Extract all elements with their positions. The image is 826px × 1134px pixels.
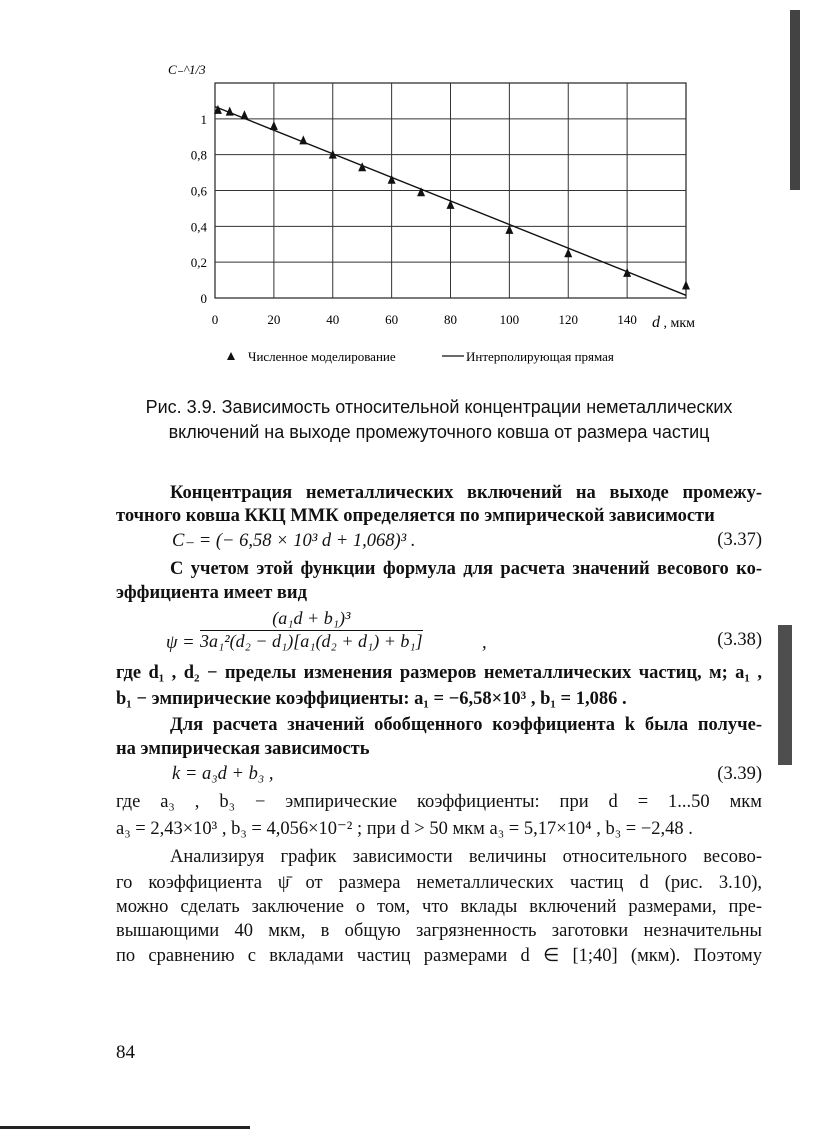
- paragraph-line: С учетом этой функции формула для расчета значений весового ко-: [170, 559, 762, 579]
- y-tick-label: 0,4: [190, 219, 207, 235]
- figure-caption-line-2: включений на выходе промежуточного ковша от размера частиц: [168, 422, 710, 442]
- legend: [227, 349, 614, 364]
- x-axis-label: d , мкм: [652, 314, 696, 331]
- paragraph-line: по сравнению с вкладами частиц размерами d ∈ [1;40] (мкм). Поэтому: [116, 946, 762, 966]
- legend-series-2: Интерполирующая прямая: [466, 349, 614, 364]
- fraction-numerator: (a₁d + b₁)³: [200, 608, 423, 631]
- y-axis-label: C₋^1/3: [168, 62, 206, 77]
- page-number: 84: [116, 1042, 135, 1063]
- paragraph-line: где a₃ , b₃ − эмпирические коэффициенты: при d = 1...50 мкм: [116, 792, 762, 812]
- x-tick-label: 60: [385, 312, 399, 327]
- equation-comma: ,: [482, 633, 487, 653]
- y-tick-label: 0,8: [190, 147, 207, 163]
- paragraph-line: можно сделать заключение о том, что вклады включений размерами, пре-: [116, 897, 762, 917]
- paragraph-line: точного ковша ККЦ ММК определяется по эмпирической зависимости: [116, 506, 715, 526]
- chart: [0, 0, 826, 380]
- paragraph-line: где d₁ , d₂ − пределы изменения размеров неметаллических частиц, м; a₁ ,: [116, 663, 762, 683]
- equation-3-38-fraction: [200, 608, 423, 652]
- equation-number: (3.38): [717, 630, 762, 650]
- paragraph-line: эффициента имеет вид: [116, 583, 307, 603]
- legend-series-1: Численное моделирование: [248, 349, 396, 364]
- x-tick-label: 120: [558, 312, 578, 327]
- x-tick-label: 100: [499, 312, 520, 327]
- paragraph-line: a₃ = 2,43×10³ , b₃ = 4,056×10⁻² ; при d > 50 мкм a₃ = 5,17×10⁴ , b₃ = −2,48 .: [116, 819, 693, 839]
- scan-artifact: [790, 10, 800, 190]
- paragraph-line: на эмпирическая зависимость: [116, 739, 370, 759]
- equation-number: (3.39): [717, 764, 762, 784]
- data-point-triangle: [299, 135, 307, 144]
- equation-3-39: k = a₃d + b₃ ,: [172, 764, 274, 784]
- y-tick-label: 0: [200, 291, 207, 306]
- figure-caption-line-1: Рис. 3.9. Зависимость относительной концентрации неметаллических: [145, 397, 733, 417]
- equation-number: (3.37): [717, 530, 762, 550]
- paragraph-line: Концентрация неметаллических включений на выходе промежу-: [170, 483, 762, 503]
- paragraph-line: Для расчета значений обобщенного коэффициента k была получе-: [170, 715, 762, 735]
- paragraph-line: b₁ − эмпирические коэффициенты: a₁ = −6,58×10³ , b₁ = 1,086 .: [116, 689, 627, 709]
- y-tick-label: 0,6: [190, 183, 207, 199]
- data-point-triangle: [682, 280, 690, 289]
- x-tick-label: 20: [267, 312, 281, 327]
- equation-3-38-lhs: ψ =: [166, 633, 195, 653]
- x-tick-label: 0: [211, 312, 219, 327]
- scan-artifact: [778, 625, 792, 765]
- x-tick-label: 140: [617, 312, 637, 327]
- data-point-triangle: [270, 121, 278, 130]
- equation-3-37: C₋ = (− 6,58 × 10³ d + 1,068)³ .: [172, 531, 416, 551]
- x-tick-label: 40: [326, 312, 340, 327]
- y-tick-label: 1: [200, 111, 207, 127]
- fraction-denominator: 3a₁²(d₂ − d₁)[a₁(d₂ + d₁) + b₁]: [200, 631, 423, 651]
- y-tick-label: 0,2: [190, 255, 207, 271]
- paragraph-line: Анализируя график зависимости величины относительного весово-: [170, 847, 762, 867]
- data-point-triangle: [240, 110, 248, 119]
- legend-triangle-icon: [227, 352, 235, 360]
- x-tick-label: 80: [444, 312, 457, 327]
- paragraph-line: го коэффициента ψ̄ от размера неметаллических частиц d (рис. 3.10),: [116, 873, 762, 893]
- paragraph-line: вышающими 40 мкм, в общую загрязненность заготовки незначительны: [116, 921, 762, 941]
- scan-artifact: [0, 1126, 250, 1129]
- data-point-triangle: [447, 200, 455, 209]
